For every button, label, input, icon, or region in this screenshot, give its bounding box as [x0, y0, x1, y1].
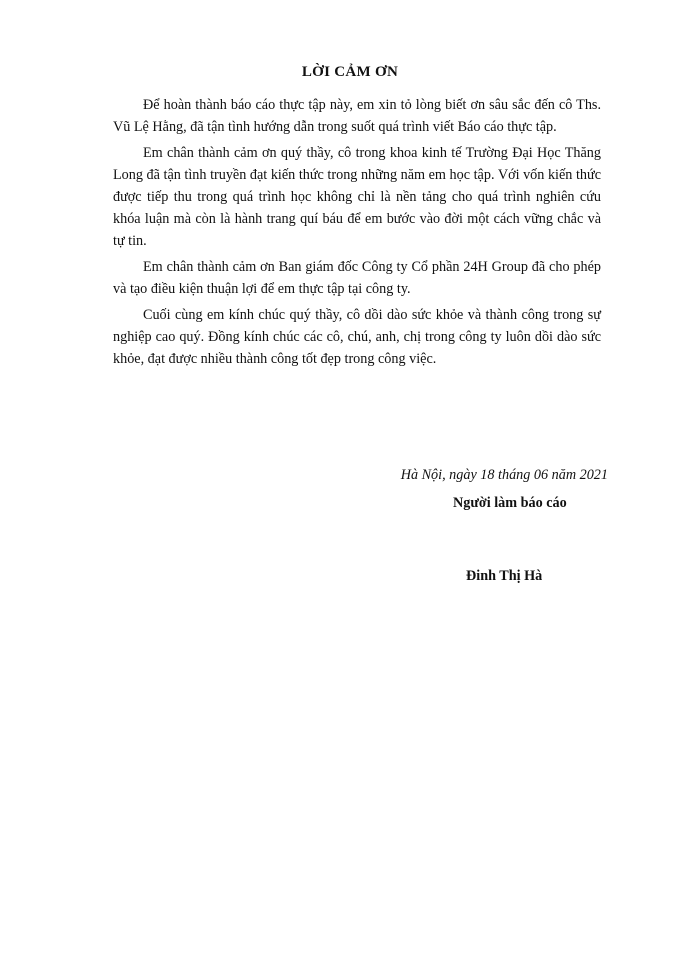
- paragraph-4: Cuối cùng em kính chúc quý thầy, cô dồi dào sức khỏe và thành công trong sự nghiệp cao quý. Đồng kính chúc các cô, chú, anh, chị trong công ty luôn dồi dào sức khỏe, đạt được nhiều thành công tốt đẹp trong công việc.: [113, 307, 601, 367]
- paragraph-3: Em chân thành cảm ơn Ban giám đốc Công ty Cổ phần 24H Group đã cho phép và tạo điều kiện thuận lợi để em thực tập tại công ty.: [113, 259, 601, 297]
- signature-place-date: Hà Nội, ngày 18 tháng 06 năm 2021: [400, 467, 608, 483]
- signature-name: Đinh Thị Hà: [466, 568, 543, 584]
- page-title: LỜI CẢM ƠN: [301, 64, 399, 80]
- signature-role: Người làm báo cáo: [453, 495, 567, 511]
- paragraph-2: Em chân thành cảm ơn quý thầy, cô trong khoa kinh tế Trường Đại Học Thăng Long đã tận tình truyền đạt kiến thức trong những năm em học tập. Với vốn kiến thức được tiếp thu trong quá trình học không chỉ là nền tảng cho quá trình nghiên cứu khóa luận mà còn là hành trang quí báu để em bước vào đời một cách vững chắc và tự tin.: [113, 145, 601, 249]
- document-body: [113, 94, 601, 374]
- paragraph-1: Để hoàn thành báo cáo thực tập này, em xin tỏ lòng biết ơn sâu sắc đến cô Ths. Vũ Lệ Hằng, đã tận tình hướng dẫn trong suốt quá trình viết Báo cáo thực tập.: [113, 97, 601, 135]
